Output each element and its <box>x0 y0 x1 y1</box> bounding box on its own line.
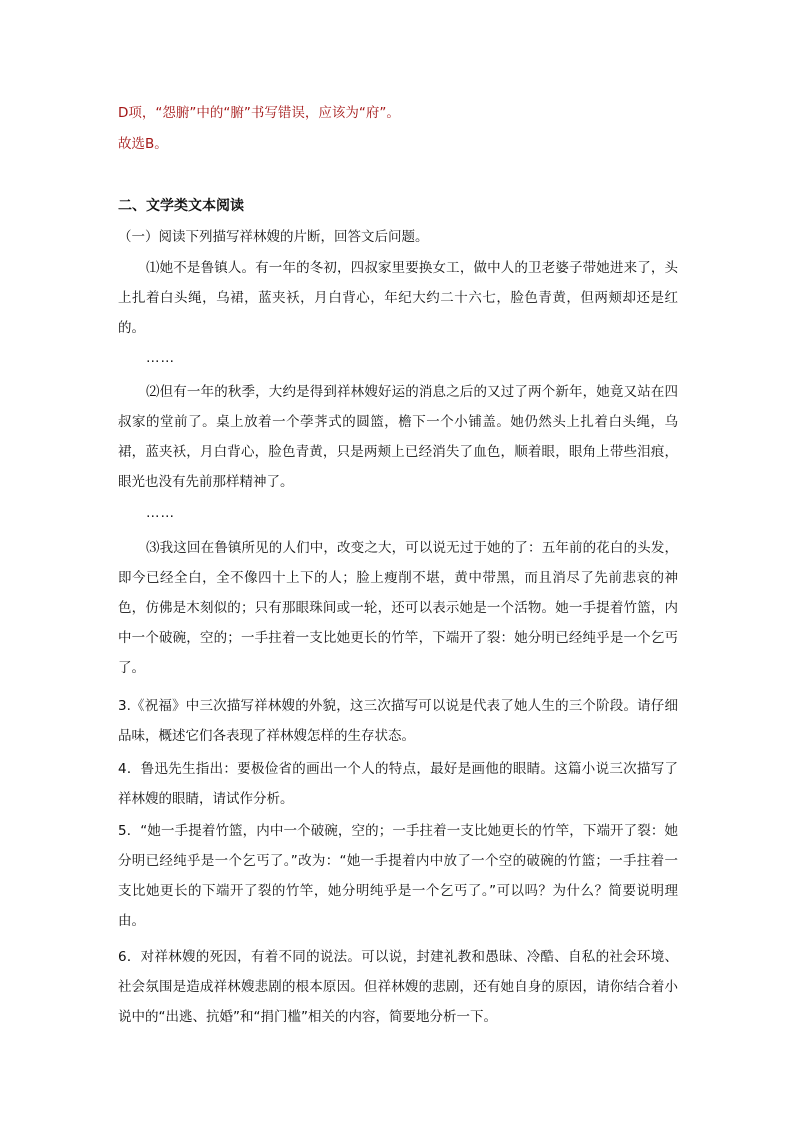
section-heading: 二、文学类文本阅读 <box>118 198 244 214</box>
passage-3: ⑶我这回在鲁镇所见的人们中，改变之大，可以说无过于她的了：五年前的花白的头发，即今已经全白，全不像四十上下的人；脸上瘦削不堪，黄中带黑，而且消尽了先前悲哀的神色，仿佛是木刻似的；只有那眼珠间或一轮，还可以表示她是一个活物。她一手提着竹篮，内中一个破碗，空的；一手拄着一支比她更长的竹竿，下端开了裂：她分明已经纯乎是一个乞丐了。 <box>118 540 678 676</box>
ellipsis-2: …… <box>146 505 175 521</box>
answer-line-d: D项，“怨腑”中的“腑”书写错误，应该为“府”。 <box>118 105 400 121</box>
ellipsis-1: …… <box>146 350 175 366</box>
answer-choice: 故选B。 <box>118 136 168 152</box>
section-intro: （一）阅读下列描写祥林嫂的片断，回答文后问题。 <box>118 229 429 245</box>
passage-2: ⑵但有一年的秋季，大约是得到祥林嫂好运的消息之后的又过了两个新年，她竟又站在四叔家的堂前了。桌上放着一个荸荠式的圆篮，檐下一个小铺盖。她仍然头上扎着白头绳，乌裙，蓝夹袄，月白背心，脸色青黄，只是两颊上已经消失了血色，顺着眼，眼角上带些泪痕，眼光也没有先前那样精神了。 <box>118 384 678 490</box>
question-4: 4．鲁迅先生指出：要极俭省的画出一个人的特点，最好是画他的眼睛。这篇小说三次描写了祥林嫂的眼睛，请试作分析。 <box>118 761 678 807</box>
question-3: 3.《祝福》中三次描写祥林嫂的外貌，这三次描写可以说是代表了她人生的三个阶段。请仔细品味，概述它们各表现了祥林嫂怎样的生存状态。 <box>118 698 678 744</box>
question-6: 6．对祥林嫂的死因，有着不同的说法。可以说，封建礼教和愚昧、冷酷、自私的社会环境、社会氛围是造成祥林嫂悲剧的根本原因。但祥林嫂的悲剧，还有她自身的原因，请你结合着小说中的“出逃、抗婚”和“捐门槛”相关的内容，简要地分析一下。 <box>118 949 678 1025</box>
passage-1: ⑴她不是鲁镇人。有一年的冬初，四叔家里要换女工，做中人的卫老婆子带她进来了，头上扎着白头绳，乌裙，蓝夹袄，月白背心，年纪大约二十六七，脸色青黄，但两颊却还是红的。 <box>118 260 678 336</box>
question-5: 5．“她一手提着竹篮，内中一个破碗，空的；一手拄着一支比她更长的竹竿，下端开了裂：她分明已经纯乎是一个乞丐了。”改为：“她一手提着内中放了一个空的破碗的竹篮；一手拄着一支比她更长的下端开了裂的竹竿，她分明纯乎是一个乞丐了。”可以吗？为什么？简要说明理由。 <box>118 823 678 929</box>
